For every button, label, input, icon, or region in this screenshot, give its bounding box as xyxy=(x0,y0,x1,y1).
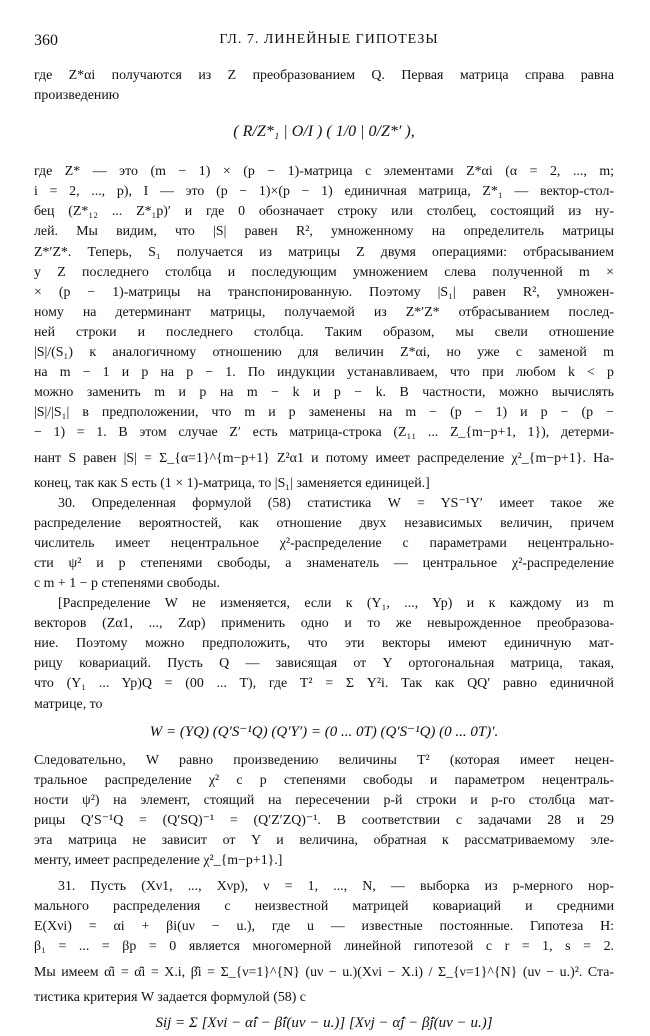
text-line: бец (Z*₁₂ ... Z*₁p)′ и где 0 обозначает строку или столбец, состоящий из ну- xyxy=(34,204,614,220)
text-line: на m − 1 и p на p − 1. По индукции устанавливаем, что при любом k < p xyxy=(34,365,614,381)
text-line: E(Xνi) = αi + βi(uν − u.), где u — известные постоянные. Гипотеза H: xyxy=(34,919,614,935)
text-line: Следовательно, W равно произведению величины T² (которая имеет нецен- xyxy=(34,752,614,768)
text-line: с m + 1 − p степенями свободы. xyxy=(34,575,220,591)
page-body xyxy=(34,66,614,1036)
text-line: ному на детерминант матрицы, получаемой из Z*′Z* отбрасыванием послед- xyxy=(34,304,614,320)
text-line: рицу ковариаций. Пусть Q — зависящая от Y ортогональная матрица, такая, xyxy=(34,656,614,672)
w-formula: W = (YQ) (Q′S⁻¹Q) (Q′Y′) = (0 ... 0T) (Q′S⁻¹Q) (0 ... 0T)′. xyxy=(149,723,499,740)
text-line: сти ψ² и p степенями свободы, а знаменатель — центральное χ²-распределение xyxy=(34,555,614,571)
matrix-formula: ( R/Z*₁ | O/I ) ( 1/0 | 0/Z*′ ), xyxy=(233,123,415,141)
text-line-with-estimates: Мы имеем α̂i = α̂̂i = X.i, β̂i = Σ_{ν=1}^{N} (uν − u.)(Xνi − X.i) / Σ_{ν=1}^{N} (uν − u.)². Ста- xyxy=(34,964,614,980)
text-line: Z*′Z*. Теперь, S₁ получается из матрицы Z двумя операциями: отбрасыванием xyxy=(34,244,614,260)
problem-31-start: 31. Пусть (Xν1, ..., Xνp), ν = 1, ..., N, — выборка из p-мерного нор- xyxy=(58,879,614,895)
text-line: распределение вероятностей, как отношение двух независимых величин, причем xyxy=(34,515,614,531)
sij-formula: Sij = Σ [Xνi − α̂i − β̂i(uν − u.)] [Xνj − α̂j − β̂j(uν − u.)] xyxy=(155,1014,493,1031)
page-number: 360 xyxy=(34,32,58,49)
text-line: − 1) = 1. В этом случае Z′ есть матрица-строка (Z₁₁ ... Z_{m−p+1, 1}), детерми- xyxy=(34,425,614,441)
text-line: у Z последнего столбца и последующим умножением слева полученной m × xyxy=(34,264,614,280)
text-line: конец, так как S есть (1 × 1)-матрица, то |S₁| заменяется единицей.] xyxy=(34,475,430,491)
text-line: ней строки и последнего столбца. Таким образом, мы свели отношение xyxy=(34,324,614,340)
running-title: ГЛ. 7. ЛИНЕЙНЫЕ ГИПОТЕЗЫ xyxy=(219,32,439,47)
text-line: можно заменить m и p на m − k и p − k. В частности, можно вычислять xyxy=(34,385,614,401)
text-line: ности ψ²) на элемент, стоящий на пересечении p-й строки и p-го столбца мат- xyxy=(34,792,614,808)
text-line: векторов (Zα1, ..., Zαp) применить одно и то же невырожденное преобразова- xyxy=(34,616,614,632)
text-line: что (Y₁ ... Yp)Q = (00 ... T), где T² = Σ Y²i. Так как QQ′ равно единичной xyxy=(34,676,614,692)
text-line: |S|/|S₁| в предположении, что m и p заменены на m − (p − 1) и p − (p − xyxy=(34,405,614,421)
text-line: менту, имеет распределение χ²_{m−p+1}.] xyxy=(34,853,283,869)
problem-30-start: 30. Определенная формулой (58) статистика W = YS⁻¹Y′ имеет такое же xyxy=(58,495,614,511)
text-line: лей. Мы видим, что |S| равен R², умноженному на определитель матрицы xyxy=(34,224,614,240)
text-line: |S|/(S₁) к аналогичному отношению для величин Z*αi, но уже с заменой m xyxy=(34,345,614,361)
text-line: числитель имеет нецентральное χ²-распределение с параметрами нецентрально- xyxy=(34,535,614,551)
text-line: тистика критерия W задается формулой (58) с xyxy=(34,989,306,1005)
text-line: тральное распределение χ² с p степенями свободы и параметром нецентраль- xyxy=(34,772,614,788)
text-line: эта матрица не зависит от Y и величина, обратная к рассматриваемому эле- xyxy=(34,833,614,848)
text-line: матрице, то xyxy=(34,696,103,712)
text-line: рицы Q′S⁻¹Q = (Q′SQ)⁻¹ = (Q′Z′ZQ)⁻¹. В соответствии с задачами 28 и 29 xyxy=(34,812,614,828)
text-line: где Z* — это (m − 1) × (p − 1)-матрица с элементами Z*αi (α = 2, ..., m; xyxy=(34,164,614,180)
page-header xyxy=(34,32,624,56)
text-line: × (p − 1)-матрицы на транспонированную. Поэтому |S₁| равен R², умножен- xyxy=(34,284,614,300)
text-line: где Z*αi получаются из Z преобразованием Q. Первая матрица справа равна xyxy=(34,68,614,83)
text-line: [Распределение W не изменяется, если к (Y₁, ..., Yp) и к каждому из m xyxy=(58,596,614,612)
text-line: мального распределения с неизвестной матрицей ковариаций и средними xyxy=(34,899,614,915)
text-line: β₁ = ... = βp = 0 является многомерной линейной гипотезой с r = 1, s = 2. xyxy=(34,939,614,955)
text-line: i = 2, ..., p), I — это (p − 1)×(p − 1) единичная матрица, Z*₁ — вектор-стол- xyxy=(34,184,614,200)
text-line-with-sum: нант S равен |S| = Σ_{α=1}^{m−p+1} Z²α1 и потому имеет распределение χ²_{m−p+1}. На- xyxy=(34,450,614,466)
text-line: произведению xyxy=(34,88,120,104)
text-line: ние. Поэтому можно предположить, что эти векторы имеют единичную мат- xyxy=(34,636,614,652)
